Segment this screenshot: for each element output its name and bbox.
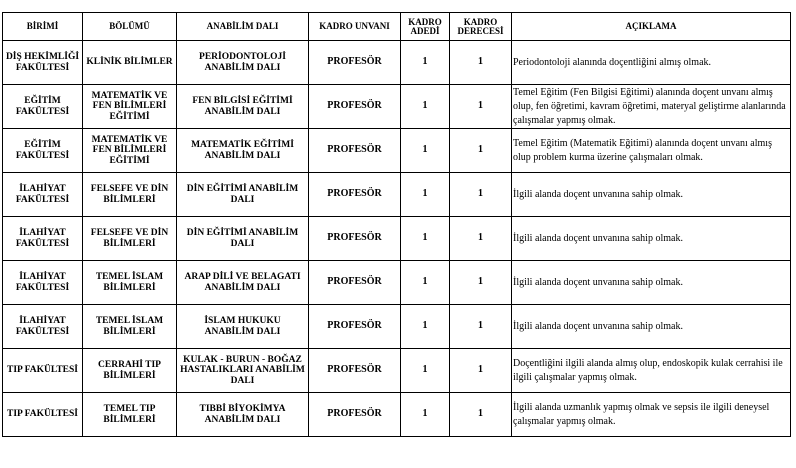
header-birimi: BİRİMİ [3, 13, 83, 41]
cell-kadro-derecesi: 1 [450, 129, 512, 173]
cell-anabilim-dali: İSLAM HUKUKU ANABİLİM DALI [177, 305, 309, 349]
cell-bolumu: CERRAHİ TIP BİLİMLERİ [83, 349, 177, 393]
cell-birimi: İLAHİYAT FAKÜLTESİ [3, 217, 83, 261]
cell-birimi: EĞİTİM FAKÜLTESİ [3, 85, 83, 129]
cell-kadro-adedi: 1 [401, 305, 450, 349]
cell-kadro-unvani: PROFESÖR [309, 349, 401, 393]
cell-kadro-adedi: 1 [401, 129, 450, 173]
table-row [3, 217, 791, 261]
cell-kadro-adedi: 1 [401, 349, 450, 393]
cell-kadro-adedi: 1 [401, 173, 450, 217]
header-kadro-derecesi: KADRO DERECESİ [450, 13, 512, 41]
cell-kadro-derecesi: 1 [450, 85, 512, 129]
table-body [3, 41, 791, 437]
header-aciklama: AÇIKLAMA [512, 13, 791, 41]
cell-birimi: TIP FAKÜLTESİ [3, 349, 83, 393]
cell-bolumu: MATEMATİK VE FEN BİLİMLERİ EĞİTİMİ [83, 85, 177, 129]
cell-birimi: İLAHİYAT FAKÜLTESİ [3, 305, 83, 349]
cell-birimi: İLAHİYAT FAKÜLTESİ [3, 173, 83, 217]
cell-kadro-derecesi: 1 [450, 305, 512, 349]
cell-aciklama: İlgili alanda uzmanlık yapmış olmak ve sepsis ile ilgili deneysel çalışmalar yapmış olmak. [512, 393, 791, 437]
table-row [3, 85, 791, 129]
cell-aciklama: Periodontoloji alanında doçentliğini almış olmak. [512, 41, 791, 85]
cell-anabilim-dali: TIBBİ BİYOKİMYA ANABİLİM DALI [177, 393, 309, 437]
cell-anabilim-dali: MATEMATİK EĞİTİMİ ANABİLİM DALI [177, 129, 309, 173]
kadro-table [2, 12, 791, 437]
header-kadro-adedi: KADRO ADEDİ [401, 13, 450, 41]
cell-anabilim-dali: DİN EĞİTİMİ ANABİLİM DALI [177, 217, 309, 261]
table-row [3, 173, 791, 217]
cell-aciklama: İlgili alanda doçent unvanına sahip olmak. [512, 305, 791, 349]
cell-kadro-derecesi: 1 [450, 173, 512, 217]
table-row [3, 349, 791, 393]
cell-birimi: TIP FAKÜLTESİ [3, 393, 83, 437]
cell-kadro-adedi: 1 [401, 85, 450, 129]
cell-kadro-derecesi: 1 [450, 349, 512, 393]
cell-kadro-unvani: PROFESÖR [309, 305, 401, 349]
cell-bolumu: KLİNİK BİLİMLER [83, 41, 177, 85]
cell-kadro-unvani: PROFESÖR [309, 85, 401, 129]
cell-bolumu: TEMEL İSLAM BİLİMLERİ [83, 261, 177, 305]
cell-birimi: EĞİTİM FAKÜLTESİ [3, 129, 83, 173]
cell-aciklama: Temel Eğitim (Fen Bilgisi Eğitimi) alanında doçent unvanı almış olup, fen öğretimi, kavram öğretimi, materyal geliştirme alanlarında çalışmalar yapmış olmak. [512, 85, 791, 129]
cell-kadro-unvani: PROFESÖR [309, 217, 401, 261]
cell-bolumu: TEMEL İSLAM BİLİMLERİ [83, 305, 177, 349]
cell-kadro-adedi: 1 [401, 41, 450, 85]
header-anabilim-dali: ANABİLİM DALI [177, 13, 309, 41]
cell-kadro-derecesi: 1 [450, 261, 512, 305]
cell-anabilim-dali: PERİODONTOLOJİ ANABİLİM DALI [177, 41, 309, 85]
table-row [3, 41, 791, 85]
table-row [3, 129, 791, 173]
table-row [3, 261, 791, 305]
cell-aciklama: Temel Eğitim (Matematik Eğitimi) alanında doçent unvanı almış olup problem kurma üzerine çalışmaları olmak. [512, 129, 791, 173]
cell-kadro-unvani: PROFESÖR [309, 261, 401, 305]
cell-kadro-unvani: PROFESÖR [309, 41, 401, 85]
cell-kadro-derecesi: 1 [450, 393, 512, 437]
cell-aciklama: İlgili alanda doçent unvanına sahip olmak. [512, 261, 791, 305]
cell-bolumu: TEMEL TIP BİLİMLERİ [83, 393, 177, 437]
cell-bolumu: FELSEFE VE DİN BİLİMLERİ [83, 173, 177, 217]
cell-kadro-adedi: 1 [401, 261, 450, 305]
cell-birimi: DİŞ HEKİMLİĞİ FAKÜLTESİ [3, 41, 83, 85]
cell-kadro-unvani: PROFESÖR [309, 173, 401, 217]
cell-anabilim-dali: FEN BİLGİSİ EĞİTİMİ ANABİLİM DALI [177, 85, 309, 129]
cell-kadro-unvani: PROFESÖR [309, 393, 401, 437]
cell-kadro-derecesi: 1 [450, 217, 512, 261]
cell-birimi: İLAHİYAT FAKÜLTESİ [3, 261, 83, 305]
cell-kadro-unvani: PROFESÖR [309, 129, 401, 173]
cell-anabilim-dali: KULAK - BURUN - BOĞAZ HASTALIKLARI ANABİLİM DALI [177, 349, 309, 393]
cell-kadro-adedi: 1 [401, 393, 450, 437]
header-kadro-unvani: KADRO UNVANI [309, 13, 401, 41]
cell-aciklama: İlgili alanda doçent unvanına sahip olmak. [512, 173, 791, 217]
cell-bolumu: FELSEFE VE DİN BİLİMLERİ [83, 217, 177, 261]
cell-aciklama: İlgili alanda doçent unvanına sahip olmak. [512, 217, 791, 261]
header-row [3, 13, 791, 41]
table-header [3, 13, 791, 41]
table-row [3, 305, 791, 349]
header-bolumu: BÖLÜMÜ [83, 13, 177, 41]
cell-kadro-derecesi: 1 [450, 41, 512, 85]
cell-kadro-adedi: 1 [401, 217, 450, 261]
cell-anabilim-dali: ARAP DİLİ VE BELAGATI ANABİLİM DALI [177, 261, 309, 305]
cell-anabilim-dali: DİN EĞİTİMİ ANABİLİM DALI [177, 173, 309, 217]
cell-aciklama: Doçentliğini ilgili alanda almış olup, endoskopik kulak cerrahisi ile ilgili çalışmalar yapmış olmak. [512, 349, 791, 393]
cell-bolumu: MATEMATİK VE FEN BİLİMLERİ EĞİTİMİ [83, 129, 177, 173]
table-row [3, 393, 791, 437]
kadro-table-wrapper [2, 12, 791, 437]
